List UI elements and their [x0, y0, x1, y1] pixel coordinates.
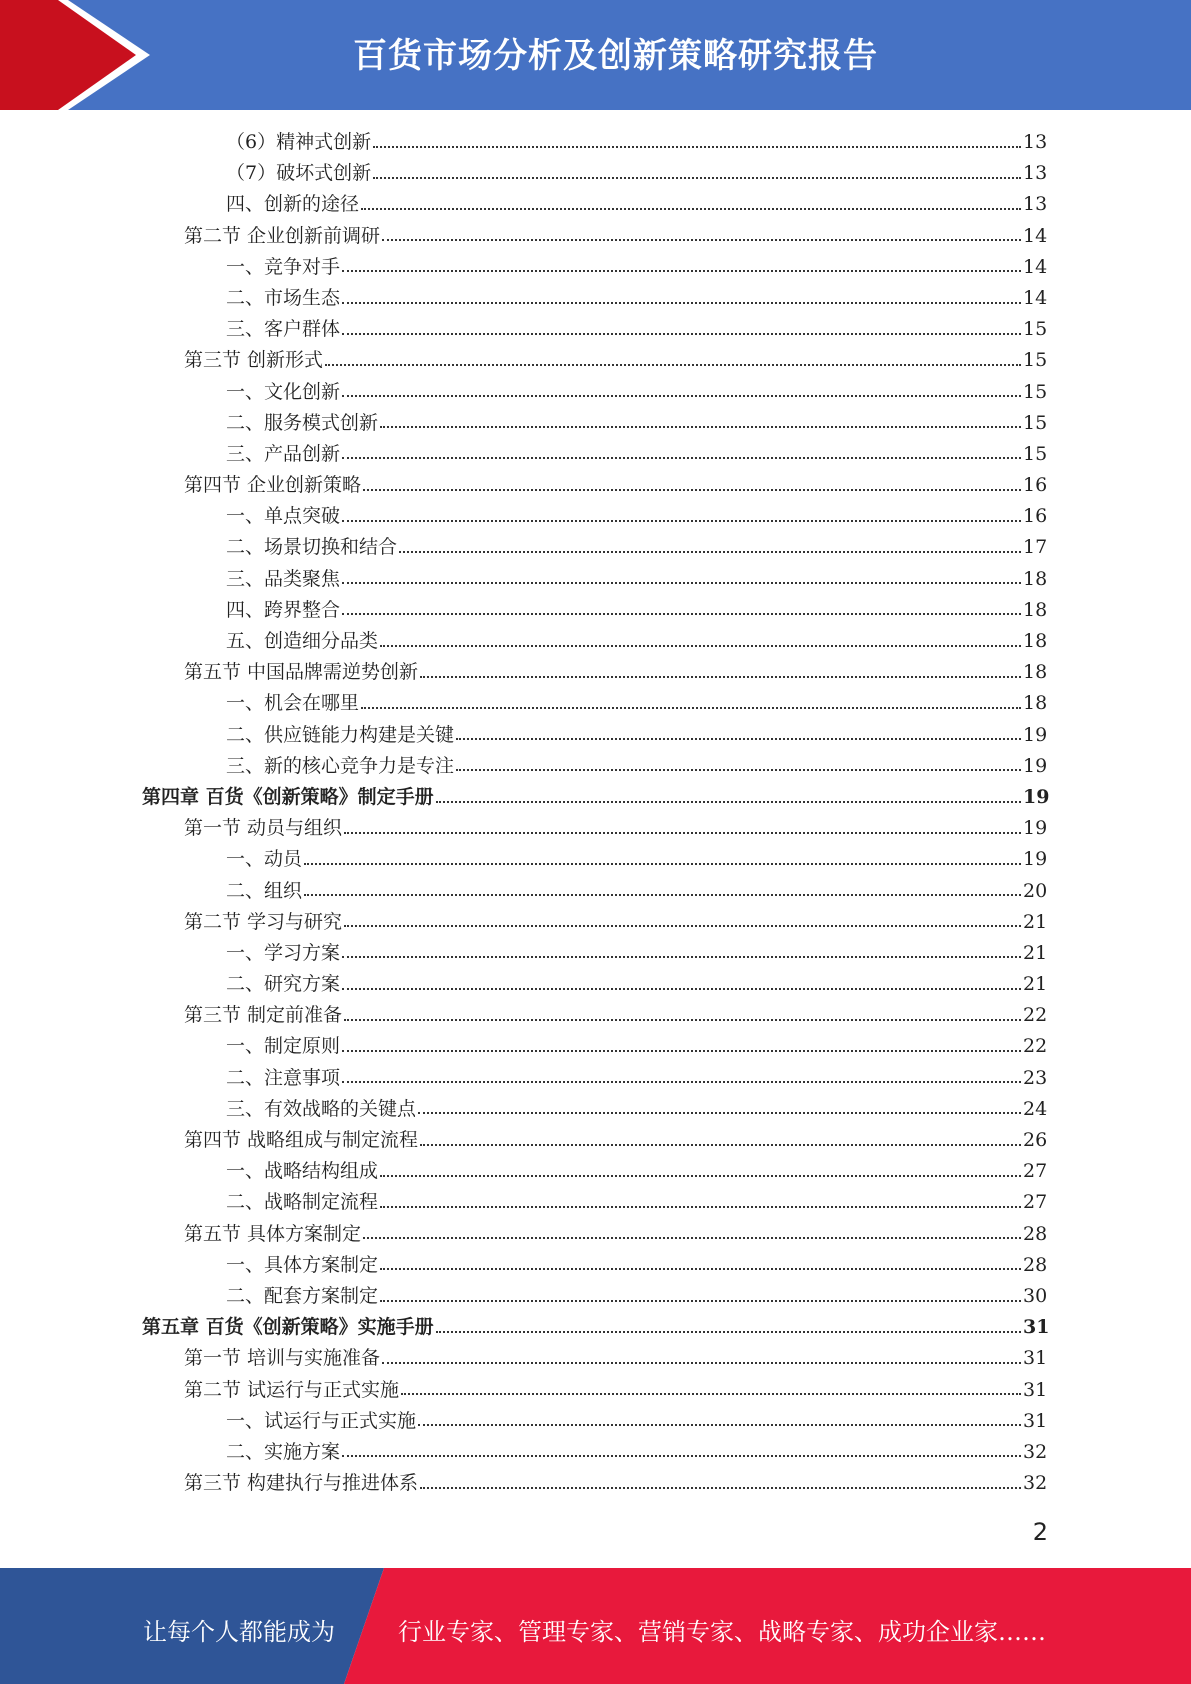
toc-leader-dots — [342, 956, 1021, 958]
toc-entry[interactable] — [0, 470, 1191, 501]
toc-leader-dots — [456, 769, 1021, 771]
toc-entry-label: 一、竞争对手 — [226, 255, 341, 278]
toc-leader-dots — [399, 551, 1021, 553]
toc-entry-page: 14 — [1023, 286, 1048, 309]
toc-leader-dots — [342, 395, 1021, 397]
toc-entry[interactable] — [0, 1000, 1191, 1031]
toc-entry[interactable] — [0, 221, 1191, 252]
toc-entry-page: 19 — [1023, 785, 1050, 808]
toc-entry[interactable] — [0, 938, 1191, 969]
toc-entry-page: 28 — [1023, 1222, 1048, 1245]
toc-entry-page: 15 — [1023, 349, 1048, 372]
toc-leader-dots — [380, 645, 1021, 647]
toc-leader-dots — [342, 333, 1021, 335]
toc-leader-dots — [342, 582, 1021, 584]
toc-entry[interactable] — [0, 1250, 1191, 1281]
toc-entry-label: 一、单点突破 — [226, 505, 341, 528]
toc-entry-label: 四、跨界整合 — [226, 598, 341, 621]
toc-leader-dots — [342, 1050, 1021, 1052]
toc-entry-label: 第五章 百货《创新策略》实施手册 — [142, 1316, 434, 1339]
toc-leader-dots — [344, 832, 1021, 834]
toc-entry-label: 四、创新的途径 — [226, 193, 360, 216]
toc-entry-label: 一、学习方案 — [226, 941, 341, 964]
toc-entry-page: 15 — [1023, 318, 1048, 341]
toc-leader-dots — [342, 270, 1021, 272]
toc-entry-label: 二、战略制定流程 — [226, 1191, 379, 1214]
toc-entry-label: 三、客户群体 — [226, 318, 341, 341]
toc-entry-label: 第五节 中国品牌需逆势创新 — [184, 661, 419, 684]
toc-leader-dots — [420, 1144, 1021, 1146]
toc-entry-label: 三、有效战略的关键点 — [226, 1097, 417, 1120]
toc-leader-dots — [382, 1362, 1021, 1364]
toc-entry-page: 15 — [1023, 411, 1048, 434]
toc-entry-page: 13 — [1023, 193, 1048, 216]
toc-entry-page: 19 — [1023, 723, 1048, 746]
toc-entry[interactable] — [0, 408, 1191, 439]
toc-entry-page: 21 — [1023, 941, 1048, 964]
toc-entry[interactable] — [0, 1281, 1191, 1312]
toc-leader-dots — [361, 707, 1021, 709]
toc-leader-dots — [401, 1393, 1021, 1395]
toc-entry-label: 三、产品创新 — [226, 442, 341, 465]
footer-banner — [0, 1568, 1191, 1684]
toc-leader-dots — [380, 1300, 1021, 1302]
toc-leader-dots — [380, 426, 1021, 428]
toc-leader-dots — [344, 1019, 1021, 1021]
toc-entry[interactable] — [0, 314, 1191, 345]
toc-entry-label: 一、制定原则 — [226, 1035, 341, 1058]
toc-entry[interactable] — [0, 720, 1191, 751]
toc-entry[interactable] — [0, 439, 1191, 470]
toc-entry[interactable] — [0, 1312, 1191, 1343]
toc-leader-dots — [363, 489, 1021, 491]
toc-entry[interactable] — [0, 969, 1191, 1000]
toc-entry-label: 二、配套方案制定 — [226, 1284, 379, 1307]
toc-entry-page: 15 — [1023, 442, 1048, 465]
footer-slogan-right: 行业专家、管理专家、营销专家、战略专家、成功企业家…… — [398, 1618, 1046, 1646]
toc-leader-dots — [342, 520, 1021, 522]
toc-entry[interactable] — [0, 1063, 1191, 1094]
toc-entry[interactable] — [0, 595, 1191, 626]
toc-leader-dots — [380, 1206, 1021, 1208]
toc-entry-label: 第一节 培训与实施准备 — [184, 1347, 381, 1370]
toc-entry[interactable] — [0, 626, 1191, 657]
toc-entry[interactable] — [0, 1219, 1191, 1250]
toc-entry-page: 21 — [1023, 910, 1048, 933]
toc-entry-page: 13 — [1023, 162, 1048, 185]
toc-leader-dots — [382, 239, 1021, 241]
toc-entry-label: 第二节 试运行与正式实施 — [184, 1378, 400, 1401]
toc-entry-label: 一、试运行与正式实施 — [226, 1409, 417, 1432]
toc-entry[interactable] — [0, 283, 1191, 314]
toc-entry[interactable] — [0, 1125, 1191, 1156]
toc-entry-page: 19 — [1023, 754, 1048, 777]
toc-entry[interactable] — [0, 377, 1191, 408]
toc-leader-dots — [418, 1424, 1021, 1426]
toc-entry-label: 一、机会在哪里 — [226, 692, 360, 715]
toc-entry-page: 17 — [1023, 536, 1048, 559]
toc-entry-page: 20 — [1023, 879, 1048, 902]
toc-entry[interactable] — [0, 1468, 1191, 1499]
toc-leader-dots — [342, 302, 1021, 304]
toc-entry-label: 二、市场生态 — [226, 286, 341, 309]
toc-leader-dots — [380, 1268, 1021, 1270]
toc-entry-label: 三、品类聚焦 — [226, 567, 341, 590]
toc-entry-page: 19 — [1023, 848, 1048, 871]
toc-entry-label: 二、注意事项 — [226, 1066, 341, 1089]
toc-entry-label: （7）破坏式创新 — [226, 162, 372, 185]
toc-entry-label: 二、组织 — [226, 879, 303, 902]
toc-entry-label: 第二节 企业创新前调研 — [184, 224, 381, 247]
toc-entry-page: 22 — [1023, 1004, 1048, 1027]
toc-entry-page: 16 — [1023, 505, 1048, 528]
toc-leader-dots — [436, 801, 1021, 803]
toc-entry-label: 第五节 具体方案制定 — [184, 1222, 362, 1245]
toc-entry[interactable] — [0, 813, 1191, 844]
toc-entry[interactable] — [0, 1437, 1191, 1468]
toc-entry[interactable] — [0, 751, 1191, 782]
toc-entry[interactable] — [0, 1094, 1191, 1125]
toc-entry-label: 五、创造细分品类 — [226, 630, 379, 652]
toc-entry-label: 第四节 战略组成与制定流程 — [184, 1129, 419, 1151]
toc-entry[interactable] — [0, 1156, 1191, 1187]
footer-slogan-left: 让每个人都能成为 — [143, 1618, 335, 1646]
toc-entry-page: 16 — [1023, 474, 1048, 497]
toc-entry[interactable] — [0, 189, 1191, 220]
toc-leader-dots — [456, 738, 1021, 740]
toc-entry[interactable] — [0, 501, 1191, 532]
toc-entry-page: 23 — [1023, 1066, 1048, 1089]
toc-entry-label: 二、场景切换和结合 — [226, 536, 398, 559]
toc-entry[interactable] — [0, 127, 1191, 158]
toc-leader-dots — [342, 457, 1021, 459]
toc-leader-dots — [304, 863, 1021, 865]
toc-entry[interactable] — [0, 158, 1191, 189]
toc-entry-label: 第四节 企业创新策略 — [184, 474, 362, 497]
toc-entry-label: （6）精神式创新 — [226, 131, 372, 153]
toc-entry-page: 31 — [1023, 1347, 1048, 1370]
toc-entry-label: 第一节 动员与组织 — [184, 817, 343, 840]
toc-entry-label: 第三节 构建执行与推进体系 — [184, 1472, 419, 1495]
toc-entry-page: 18 — [1023, 598, 1048, 621]
toc-entry-page: 18 — [1023, 567, 1048, 590]
toc-entry-label: 三、新的核心竞争力是专注 — [226, 754, 455, 777]
toc-leader-dots — [420, 1487, 1021, 1489]
toc-entry[interactable] — [0, 1406, 1191, 1437]
toc-entry-label: 第三节 创新形式 — [184, 349, 324, 372]
toc-leader-dots — [420, 676, 1021, 678]
toc-leader-dots — [304, 894, 1021, 896]
toc-entry-label: 第二节 学习与研究 — [184, 910, 343, 933]
toc-entry[interactable] — [0, 688, 1191, 719]
toc-entry[interactable] — [0, 1031, 1191, 1062]
toc-entry-label: 二、研究方案 — [226, 973, 341, 996]
toc-entry-page: 26 — [1023, 1129, 1048, 1151]
toc-entry-page: 32 — [1023, 1440, 1048, 1463]
toc-leader-dots — [325, 364, 1021, 366]
toc-entry-page: 14 — [1023, 224, 1048, 247]
toc-entry-label: 二、服务模式创新 — [226, 411, 379, 434]
toc-leader-dots — [380, 1175, 1021, 1177]
toc-entry[interactable] — [0, 844, 1191, 875]
toc-entry[interactable] — [0, 564, 1191, 595]
toc-entry-page: 18 — [1023, 661, 1048, 684]
toc-entry-page: 28 — [1023, 1253, 1048, 1276]
toc-entry[interactable] — [0, 1375, 1191, 1406]
toc-leader-dots — [363, 1237, 1021, 1239]
toc-entry-page: 21 — [1023, 973, 1048, 996]
toc-entry-label: 一、战略结构组成 — [226, 1160, 379, 1183]
toc-entry-page: 14 — [1023, 255, 1048, 278]
toc-entry-label: 一、动员 — [226, 848, 303, 871]
toc-entry-label: 二、实施方案 — [226, 1440, 341, 1463]
toc-leader-dots — [436, 1331, 1021, 1333]
toc-entry[interactable] — [0, 345, 1191, 376]
toc-leader-dots — [344, 925, 1021, 927]
toc-entry[interactable] — [0, 907, 1191, 938]
toc-leader-dots — [418, 1112, 1021, 1114]
toc-entry-label: 一、文化创新 — [226, 380, 341, 403]
report-title: 百货市场分析及创新策略研究报告 — [353, 36, 878, 76]
toc-entry[interactable] — [0, 532, 1191, 563]
toc-leader-dots — [361, 208, 1021, 210]
toc-entry-page: 31 — [1023, 1378, 1048, 1401]
toc-entry[interactable] — [0, 1187, 1191, 1218]
toc-entry-page: 32 — [1023, 1472, 1048, 1495]
toc-entry-page: 18 — [1023, 630, 1048, 652]
toc-entry[interactable] — [0, 1343, 1191, 1374]
toc-entry-page: 24 — [1023, 1097, 1048, 1120]
toc-entry-label: 第四章 百货《创新策略》制定手册 — [142, 785, 434, 808]
toc-entry[interactable] — [0, 252, 1191, 283]
toc-entry[interactable] — [0, 876, 1191, 907]
toc-entry-page: 30 — [1023, 1284, 1048, 1307]
toc-entry-page: 15 — [1023, 380, 1048, 403]
toc-entry-page: 19 — [1023, 817, 1048, 840]
toc-leader-dots — [342, 1081, 1021, 1083]
toc-leader-dots — [342, 1455, 1021, 1457]
toc-entry-page: 18 — [1023, 692, 1048, 715]
toc-leader-dots — [373, 177, 1021, 179]
table-of-contents — [0, 127, 1191, 1499]
toc-entry-page: 22 — [1023, 1035, 1048, 1058]
toc-entry-page: 31 — [1023, 1409, 1048, 1432]
toc-entry[interactable] — [0, 657, 1191, 688]
toc-entry-page: 27 — [1023, 1160, 1048, 1183]
toc-entry-page: 31 — [1023, 1316, 1050, 1339]
toc-entry-page: 13 — [1023, 131, 1048, 153]
toc-entry-label: 第三节 制定前准备 — [184, 1004, 343, 1027]
toc-entry-label: 二、供应链能力构建是关键 — [226, 723, 455, 746]
toc-leader-dots — [342, 988, 1021, 990]
toc-entry-label: 一、具体方案制定 — [226, 1253, 379, 1276]
header-banner — [0, 0, 1191, 110]
toc-leader-dots — [373, 146, 1021, 148]
toc-entry-page: 27 — [1023, 1191, 1048, 1214]
toc-leader-dots — [342, 613, 1021, 615]
page-number: 2 — [1032, 1518, 1048, 1546]
toc-entry[interactable] — [0, 782, 1191, 813]
